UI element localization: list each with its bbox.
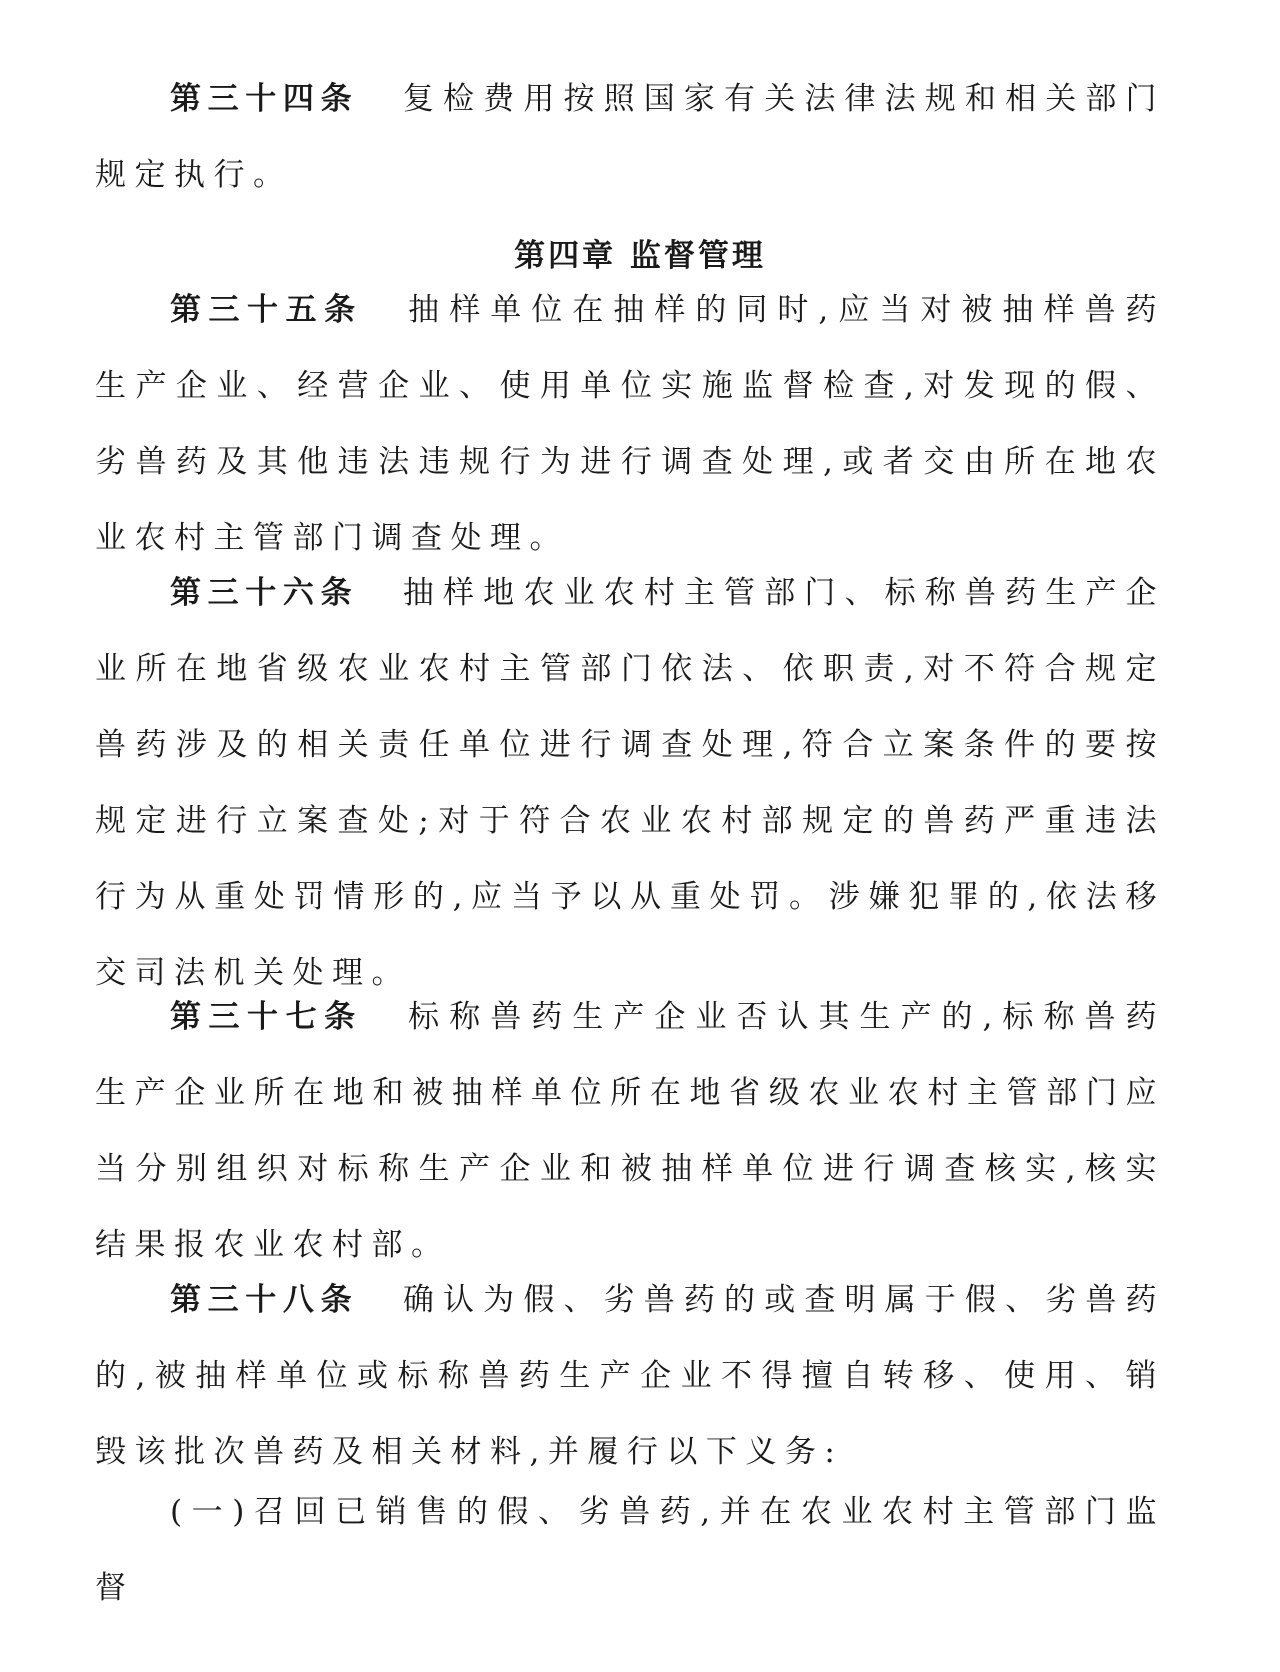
article-36-text: 抽样地农业农村主管部门、标称兽药生产企业所在地省级农业农村主管部门依法、依职责,对不符合规定兽药涉及的相关责任单位进行调查处理,符合立案条件的要按规定进行立案查处;对于符合农业农村部规定的兽药严重违法行为从重处罚情形的,应当予以从重处罚。涉嫌犯罪的,依法移交司法机关处理。 <box>95 575 1166 991</box>
article-35-paragraph <box>95 272 1165 576</box>
article-37-paragraph <box>95 979 1165 1283</box>
article-35-number: 第三十五条 <box>170 292 363 328</box>
article-38-paragraph <box>95 1262 1165 1490</box>
article-38-text: 确认为假、劣兽药的或查明属于假、劣兽药的,被抽样单位或标称兽药生产企业不得擅自转移、使用、销毁该批次兽药及相关材料,并履行以下义务: <box>95 1282 1166 1470</box>
article-36-paragraph <box>95 555 1165 1011</box>
article-36-number: 第三十六条 <box>170 575 359 611</box>
article-34-text: 复检费用按照国家有关法律法规和相关部门规定执行。 <box>95 81 1166 193</box>
article-38-number: 第三十八条 <box>170 1282 359 1318</box>
article-34-paragraph <box>95 61 1165 213</box>
list-item-1-text: (一)召回已销售的假、劣兽药,并在农业农村主管部门监督 <box>95 1494 1165 1606</box>
article-34-number: 第三十四条 <box>170 81 359 117</box>
list-item-1-paragraph <box>95 1474 1165 1626</box>
article-35-text: 抽样单位在抽样的同时,应当对被抽样兽药生产企业、经营企业、使用单位实施监督检查,对发现的假、劣兽药及其他违法违规行为进行调查处理,或者交由所在地农业农村主管部门调查处理。 <box>95 292 1165 556</box>
article-37-number: 第三十七条 <box>170 999 363 1035</box>
chapter-heading: 第四章 监督管理 <box>514 238 766 274</box>
article-37-text: 标称兽药生产企业否认其生产的,标称兽药生产企业所在地和被抽样单位所在地省级农业农村主管部门应当分别组织对标称生产企业和被抽样单位进行调查核实,核实结果报农业农村部。 <box>95 999 1165 1263</box>
